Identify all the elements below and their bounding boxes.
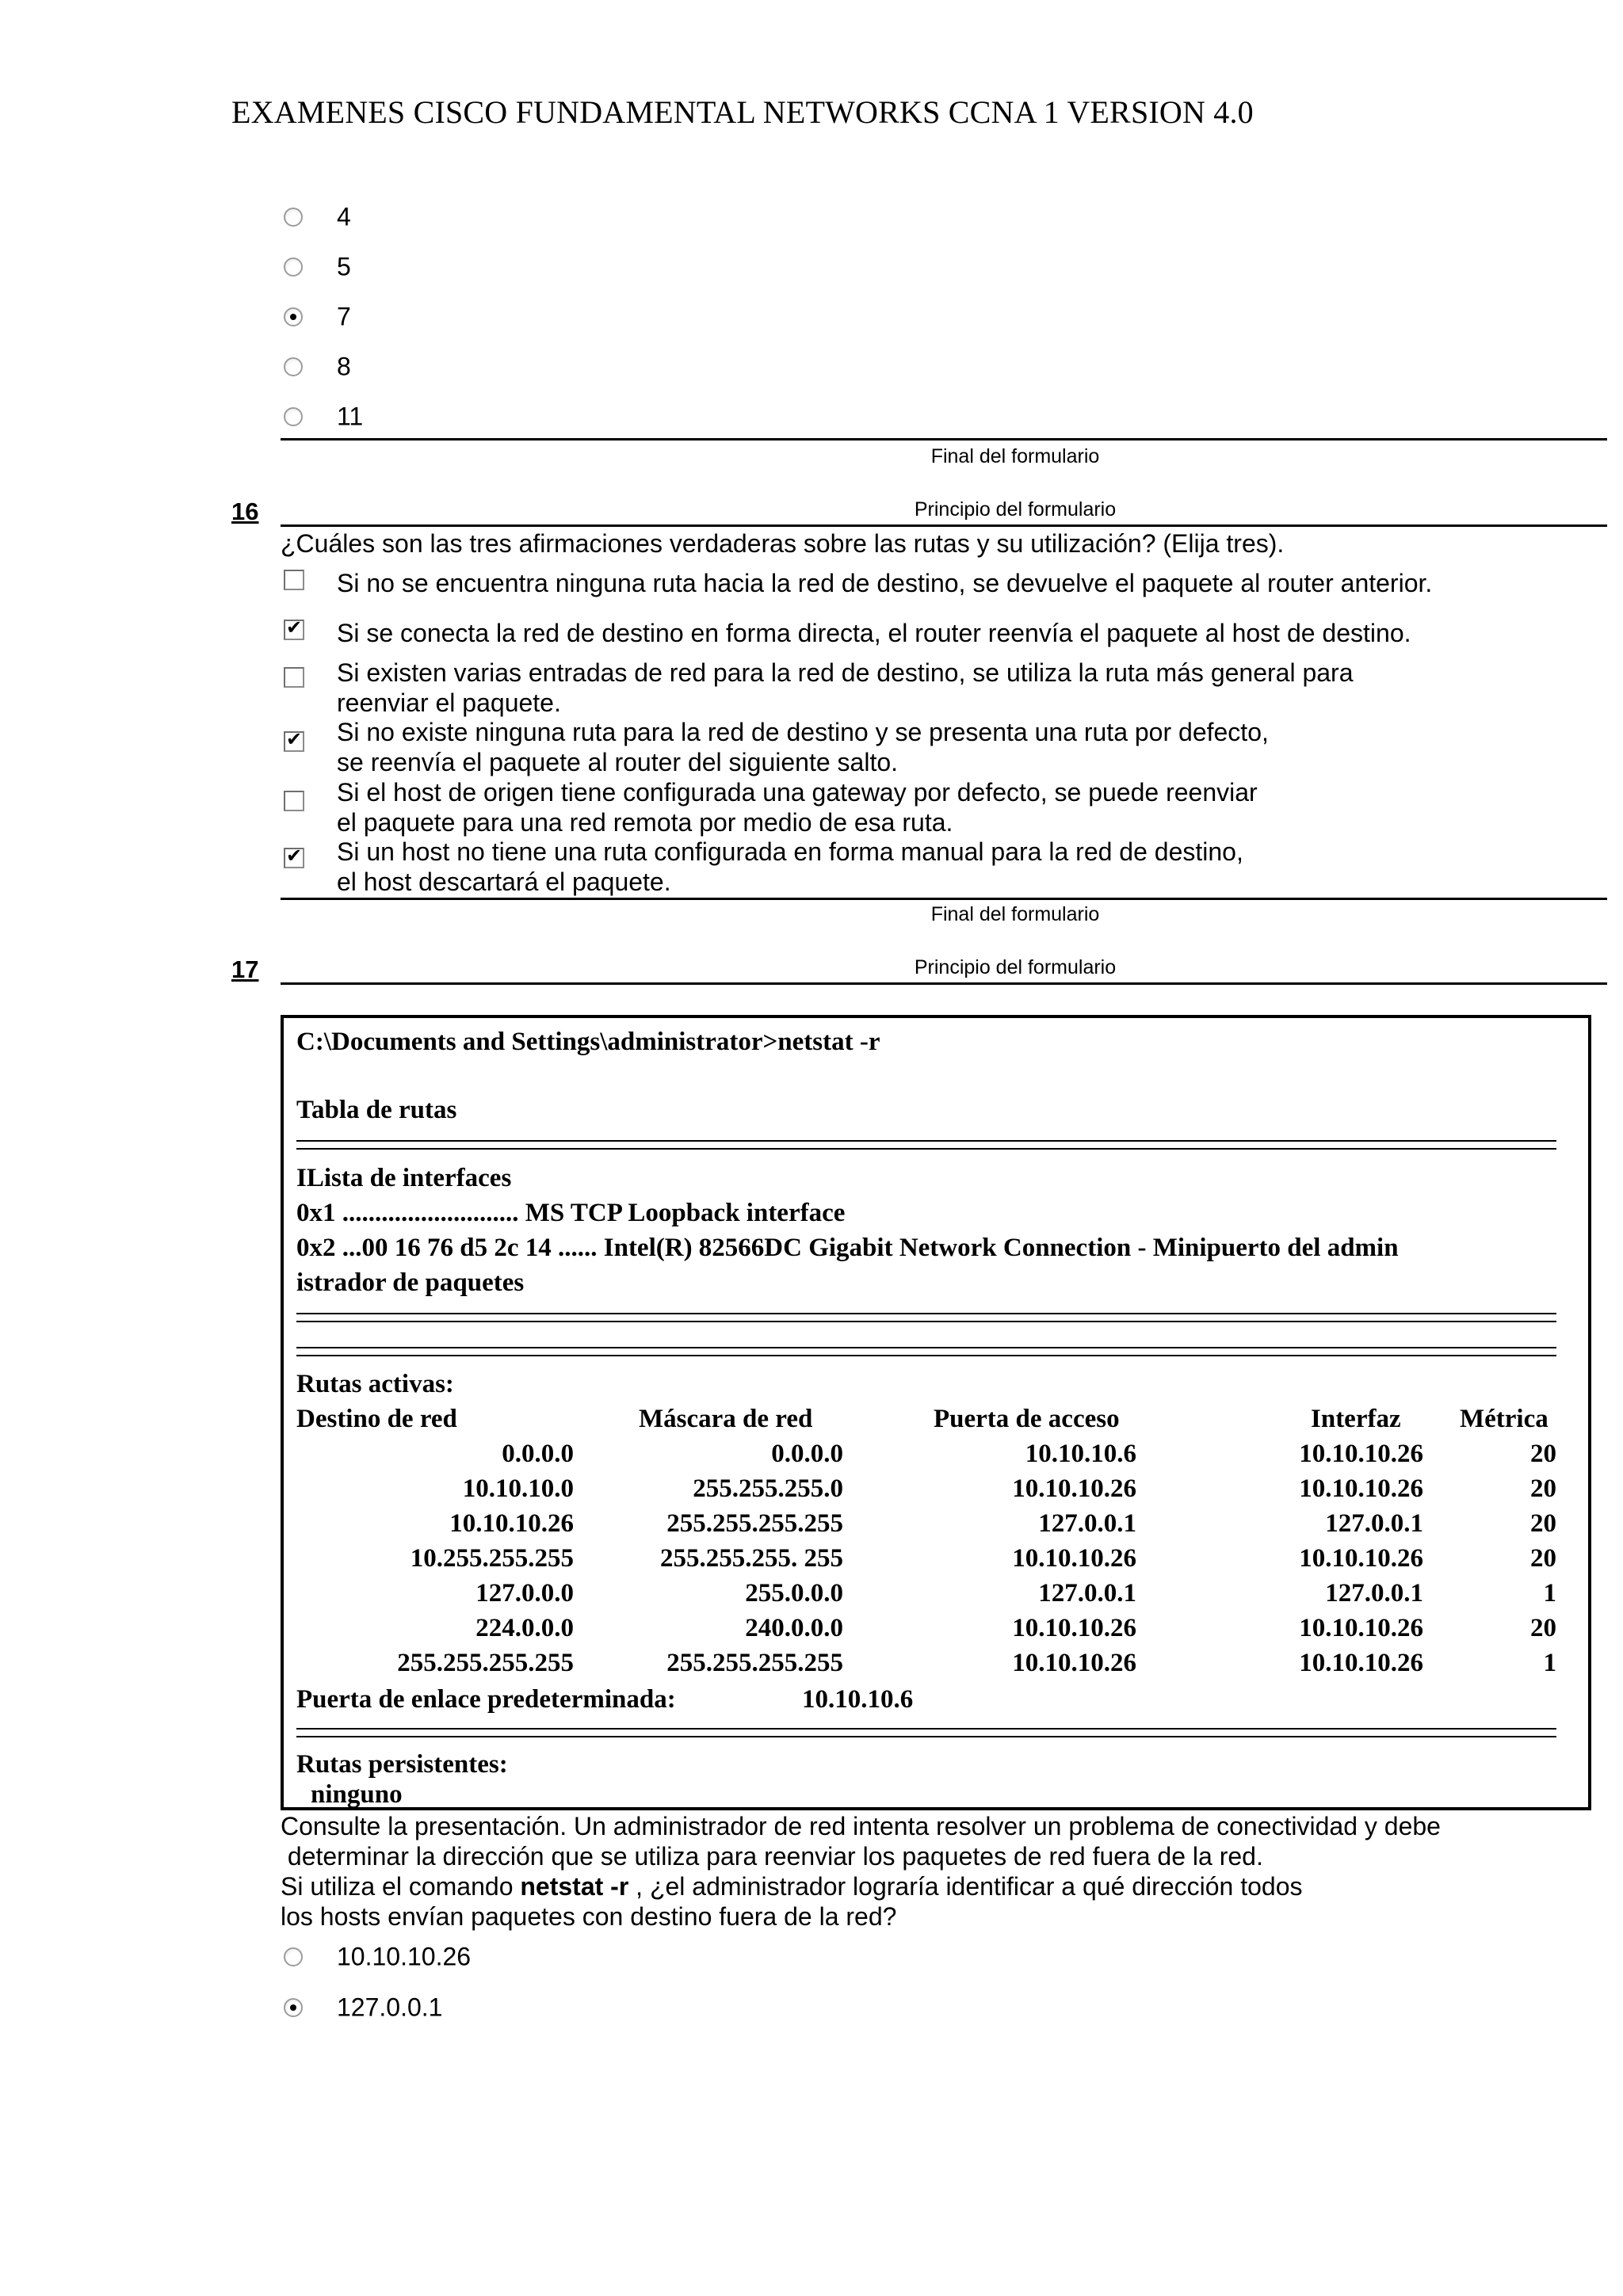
form-end-marker: Final del formulario bbox=[930, 903, 1100, 925]
form-divider bbox=[281, 898, 1607, 900]
question-text: ¿Cuáles son las tres afirmaciones verdaderas sobre las rutas y su utilización? (Elija tres). bbox=[281, 529, 1285, 558]
cell-destination: 255.255.255.255 bbox=[397, 1649, 574, 1677]
radio-button-selected[interactable] bbox=[284, 1998, 303, 2017]
option-label-continued: se reenvía el paquete al router del siguiente salto. bbox=[337, 748, 899, 776]
form-end-marker: Final del formulario bbox=[930, 445, 1100, 467]
cell-destination: 10.10.10.0 bbox=[462, 1474, 574, 1503]
cell-destination: 0.0.0.0 bbox=[502, 1440, 574, 1468]
radio-button[interactable] bbox=[284, 1947, 303, 1966]
text-fragment: , ¿el administrador lograría identificar a qué dirección todos bbox=[628, 1872, 1303, 1901]
option-label: Si no se encuentra ninguna ruta hacia la red de destino, se devuelve el paquete al router anterior. bbox=[337, 569, 1433, 597]
cell-gateway: 127.0.0.1 bbox=[1038, 1509, 1136, 1538]
persistent-routes-value: ninguno bbox=[311, 1780, 403, 1809]
table-row bbox=[284, 1649, 1588, 1680]
header-destination: Destino de red bbox=[296, 1405, 457, 1433]
header-interface: Interfaz bbox=[1311, 1405, 1401, 1433]
command-prompt: C:\Documents and Settings\administrator>netstat -r bbox=[296, 1028, 880, 1056]
table-row bbox=[284, 1440, 1588, 1471]
cell-interface: 127.0.0.1 bbox=[1325, 1509, 1423, 1538]
option-label: Si existen varias entradas de red para la red de destino, se utiliza la ruta más general para bbox=[337, 658, 1354, 687]
cell-metric: 20 bbox=[1530, 1474, 1556, 1503]
option-label-continued: reenviar el paquete. bbox=[337, 688, 561, 717]
radio-button[interactable] bbox=[284, 257, 303, 277]
text-fragment: Si utiliza el comando bbox=[281, 1872, 521, 1901]
q15-option-3[interactable] bbox=[284, 301, 351, 333]
form-divider bbox=[281, 438, 1607, 441]
cell-metric: 20 bbox=[1530, 1509, 1556, 1538]
cell-interface: 127.0.0.1 bbox=[1325, 1579, 1423, 1608]
cell-metric: 1 bbox=[1543, 1579, 1556, 1608]
option-label: 5 bbox=[337, 252, 351, 281]
option-label: Si se conecta la red de destino en forma directa, el router reenvía el paquete al host de destino. bbox=[337, 619, 1411, 647]
checkbox-checked[interactable] bbox=[284, 620, 304, 640]
cell-gateway: 10.10.10.26 bbox=[1012, 1649, 1136, 1677]
table-row bbox=[284, 1614, 1588, 1646]
cell-metric: 20 bbox=[1530, 1614, 1556, 1642]
cell-gateway: 10.10.10.6 bbox=[1025, 1440, 1136, 1468]
cell-metric: 20 bbox=[1530, 1440, 1556, 1468]
question-number-16[interactable]: 16 bbox=[231, 498, 259, 525]
separator-line bbox=[296, 1140, 1556, 1150]
cell-interface: 10.10.10.26 bbox=[1299, 1440, 1423, 1468]
document-title: EXAMENES CISCO FUNDAMENTAL NETWORKS CCNA 1 VERSION 4.0 bbox=[231, 94, 1254, 130]
checkbox[interactable] bbox=[284, 570, 304, 590]
q15-option-1[interactable] bbox=[284, 201, 351, 233]
cell-destination: 10.255.255.255 bbox=[410, 1544, 574, 1573]
cell-interface: 10.10.10.26 bbox=[1299, 1614, 1423, 1642]
table-row bbox=[284, 1544, 1588, 1576]
cell-destination: 224.0.0.0 bbox=[475, 1614, 574, 1642]
separator-line bbox=[296, 1347, 1556, 1356]
interface-ethernet: 0x2 ...00 16 76 d5 2c 14 ...... Intel(R) 82566DC Gigabit Network Connection - Minipuerto del admin bbox=[296, 1234, 1399, 1262]
cell-mask: 255.255.255.255 bbox=[666, 1649, 843, 1677]
form-divider bbox=[281, 524, 1607, 527]
q15-option-5[interactable] bbox=[284, 401, 364, 433]
q15-option-4[interactable] bbox=[284, 351, 351, 383]
radio-button[interactable] bbox=[284, 208, 303, 227]
persistent-routes-title: Rutas persistentes: bbox=[296, 1750, 508, 1779]
form-start-marker: Principio del formulario bbox=[914, 498, 1117, 521]
q17-option-2[interactable] bbox=[284, 1992, 443, 2023]
question-text-line: los hosts envían paquetes con destino fuera de la red? bbox=[281, 1902, 897, 1931]
form-divider bbox=[281, 982, 1607, 985]
cell-gateway: 127.0.0.1 bbox=[1038, 1579, 1136, 1608]
interfaces-title: ILista de interfaces bbox=[296, 1164, 512, 1192]
cell-gateway: 10.10.10.26 bbox=[1012, 1544, 1136, 1573]
cell-interface: 10.10.10.26 bbox=[1299, 1544, 1423, 1573]
cell-mask: 240.0.0.0 bbox=[745, 1614, 843, 1642]
netstat-exhibit bbox=[281, 1015, 1591, 1810]
default-gateway-label: Puerta de enlace predeterminada: bbox=[296, 1685, 676, 1714]
cell-mask: 255.255.255.0 bbox=[693, 1474, 843, 1503]
option-label: 10.10.10.26 bbox=[337, 1942, 472, 1971]
question-number-17[interactable]: 17 bbox=[231, 955, 259, 983]
default-gateway-value: 10.10.10.6 bbox=[802, 1685, 914, 1714]
option-label-continued: el host descartará el paquete. bbox=[337, 868, 671, 896]
cell-destination: 10.10.10.26 bbox=[449, 1509, 574, 1538]
checkbox[interactable] bbox=[284, 667, 304, 688]
question-text-line: Consulte la presentación. Un administrador de red intenta resolver un problema de conectividad y debe bbox=[281, 1812, 1441, 1840]
active-routes-title: Rutas activas: bbox=[296, 1370, 454, 1398]
cell-mask: 255.255.255.255 bbox=[666, 1509, 843, 1538]
cell-metric: 1 bbox=[1543, 1649, 1556, 1677]
netstat-command: netstat -r bbox=[520, 1872, 629, 1901]
option-label: Si no existe ninguna ruta para la red de destino y se presenta una ruta por defecto, bbox=[337, 718, 1269, 746]
radio-button[interactable] bbox=[284, 407, 303, 426]
option-label: 11 bbox=[337, 402, 364, 431]
cell-gateway: 10.10.10.26 bbox=[1012, 1474, 1136, 1503]
radio-button-selected[interactable] bbox=[284, 307, 303, 326]
table-row bbox=[284, 1509, 1588, 1541]
question-text-line bbox=[281, 1871, 1302, 1901]
radio-button[interactable] bbox=[284, 357, 303, 376]
routes-header bbox=[284, 1405, 1588, 1436]
separator-line bbox=[296, 1728, 1556, 1737]
option-label: 7 bbox=[337, 302, 351, 331]
q17-option-1[interactable] bbox=[284, 1941, 472, 1973]
cell-mask: 0.0.0.0 bbox=[771, 1440, 843, 1468]
form-start-marker: Principio del formulario bbox=[914, 956, 1117, 978]
table-row bbox=[284, 1579, 1588, 1611]
checkbox-checked[interactable] bbox=[284, 848, 304, 868]
option-label-continued: el paquete para una red remota por medio de esa ruta. bbox=[337, 808, 953, 837]
cell-interface: 10.10.10.26 bbox=[1299, 1649, 1423, 1677]
cell-metric: 20 bbox=[1530, 1544, 1556, 1573]
q15-option-2[interactable] bbox=[284, 251, 351, 283]
cell-destination: 127.0.0.0 bbox=[475, 1579, 574, 1608]
header-metric: Métrica bbox=[1460, 1405, 1549, 1433]
table-row bbox=[284, 1474, 1588, 1506]
option-label: Si el host de origen tiene configurada una gateway por defecto, se puede reenviar bbox=[337, 778, 1258, 807]
interface-loopback: 0x1 ........................... MS TCP Loopback interface bbox=[296, 1199, 846, 1227]
option-label: Si un host no tiene una ruta configurada en forma manual para la red de destino, bbox=[337, 837, 1243, 866]
cell-mask: 255.0.0.0 bbox=[745, 1579, 843, 1608]
cell-interface: 10.10.10.26 bbox=[1299, 1474, 1423, 1503]
checkbox[interactable] bbox=[284, 791, 304, 811]
header-mask: Máscara de red bbox=[639, 1405, 813, 1433]
cell-mask: 255.255.255. 255 bbox=[660, 1544, 843, 1573]
option-label: 8 bbox=[337, 352, 351, 381]
cell-gateway: 10.10.10.26 bbox=[1012, 1614, 1136, 1642]
routes-table-title: Tabla de rutas bbox=[296, 1096, 457, 1124]
option-label: 127.0.0.1 bbox=[337, 1993, 443, 2022]
header-gateway: Puerta de acceso bbox=[934, 1405, 1120, 1433]
separator-line bbox=[296, 1313, 1556, 1322]
interface-ethernet-continued: istrador de paquetes bbox=[296, 1268, 525, 1297]
checkbox-checked[interactable] bbox=[284, 731, 304, 752]
option-label: 4 bbox=[337, 202, 351, 231]
question-text-line: determinar la dirección que se utiliza para reenviar los paquetes de red fuera de la red. bbox=[281, 1842, 1263, 1871]
